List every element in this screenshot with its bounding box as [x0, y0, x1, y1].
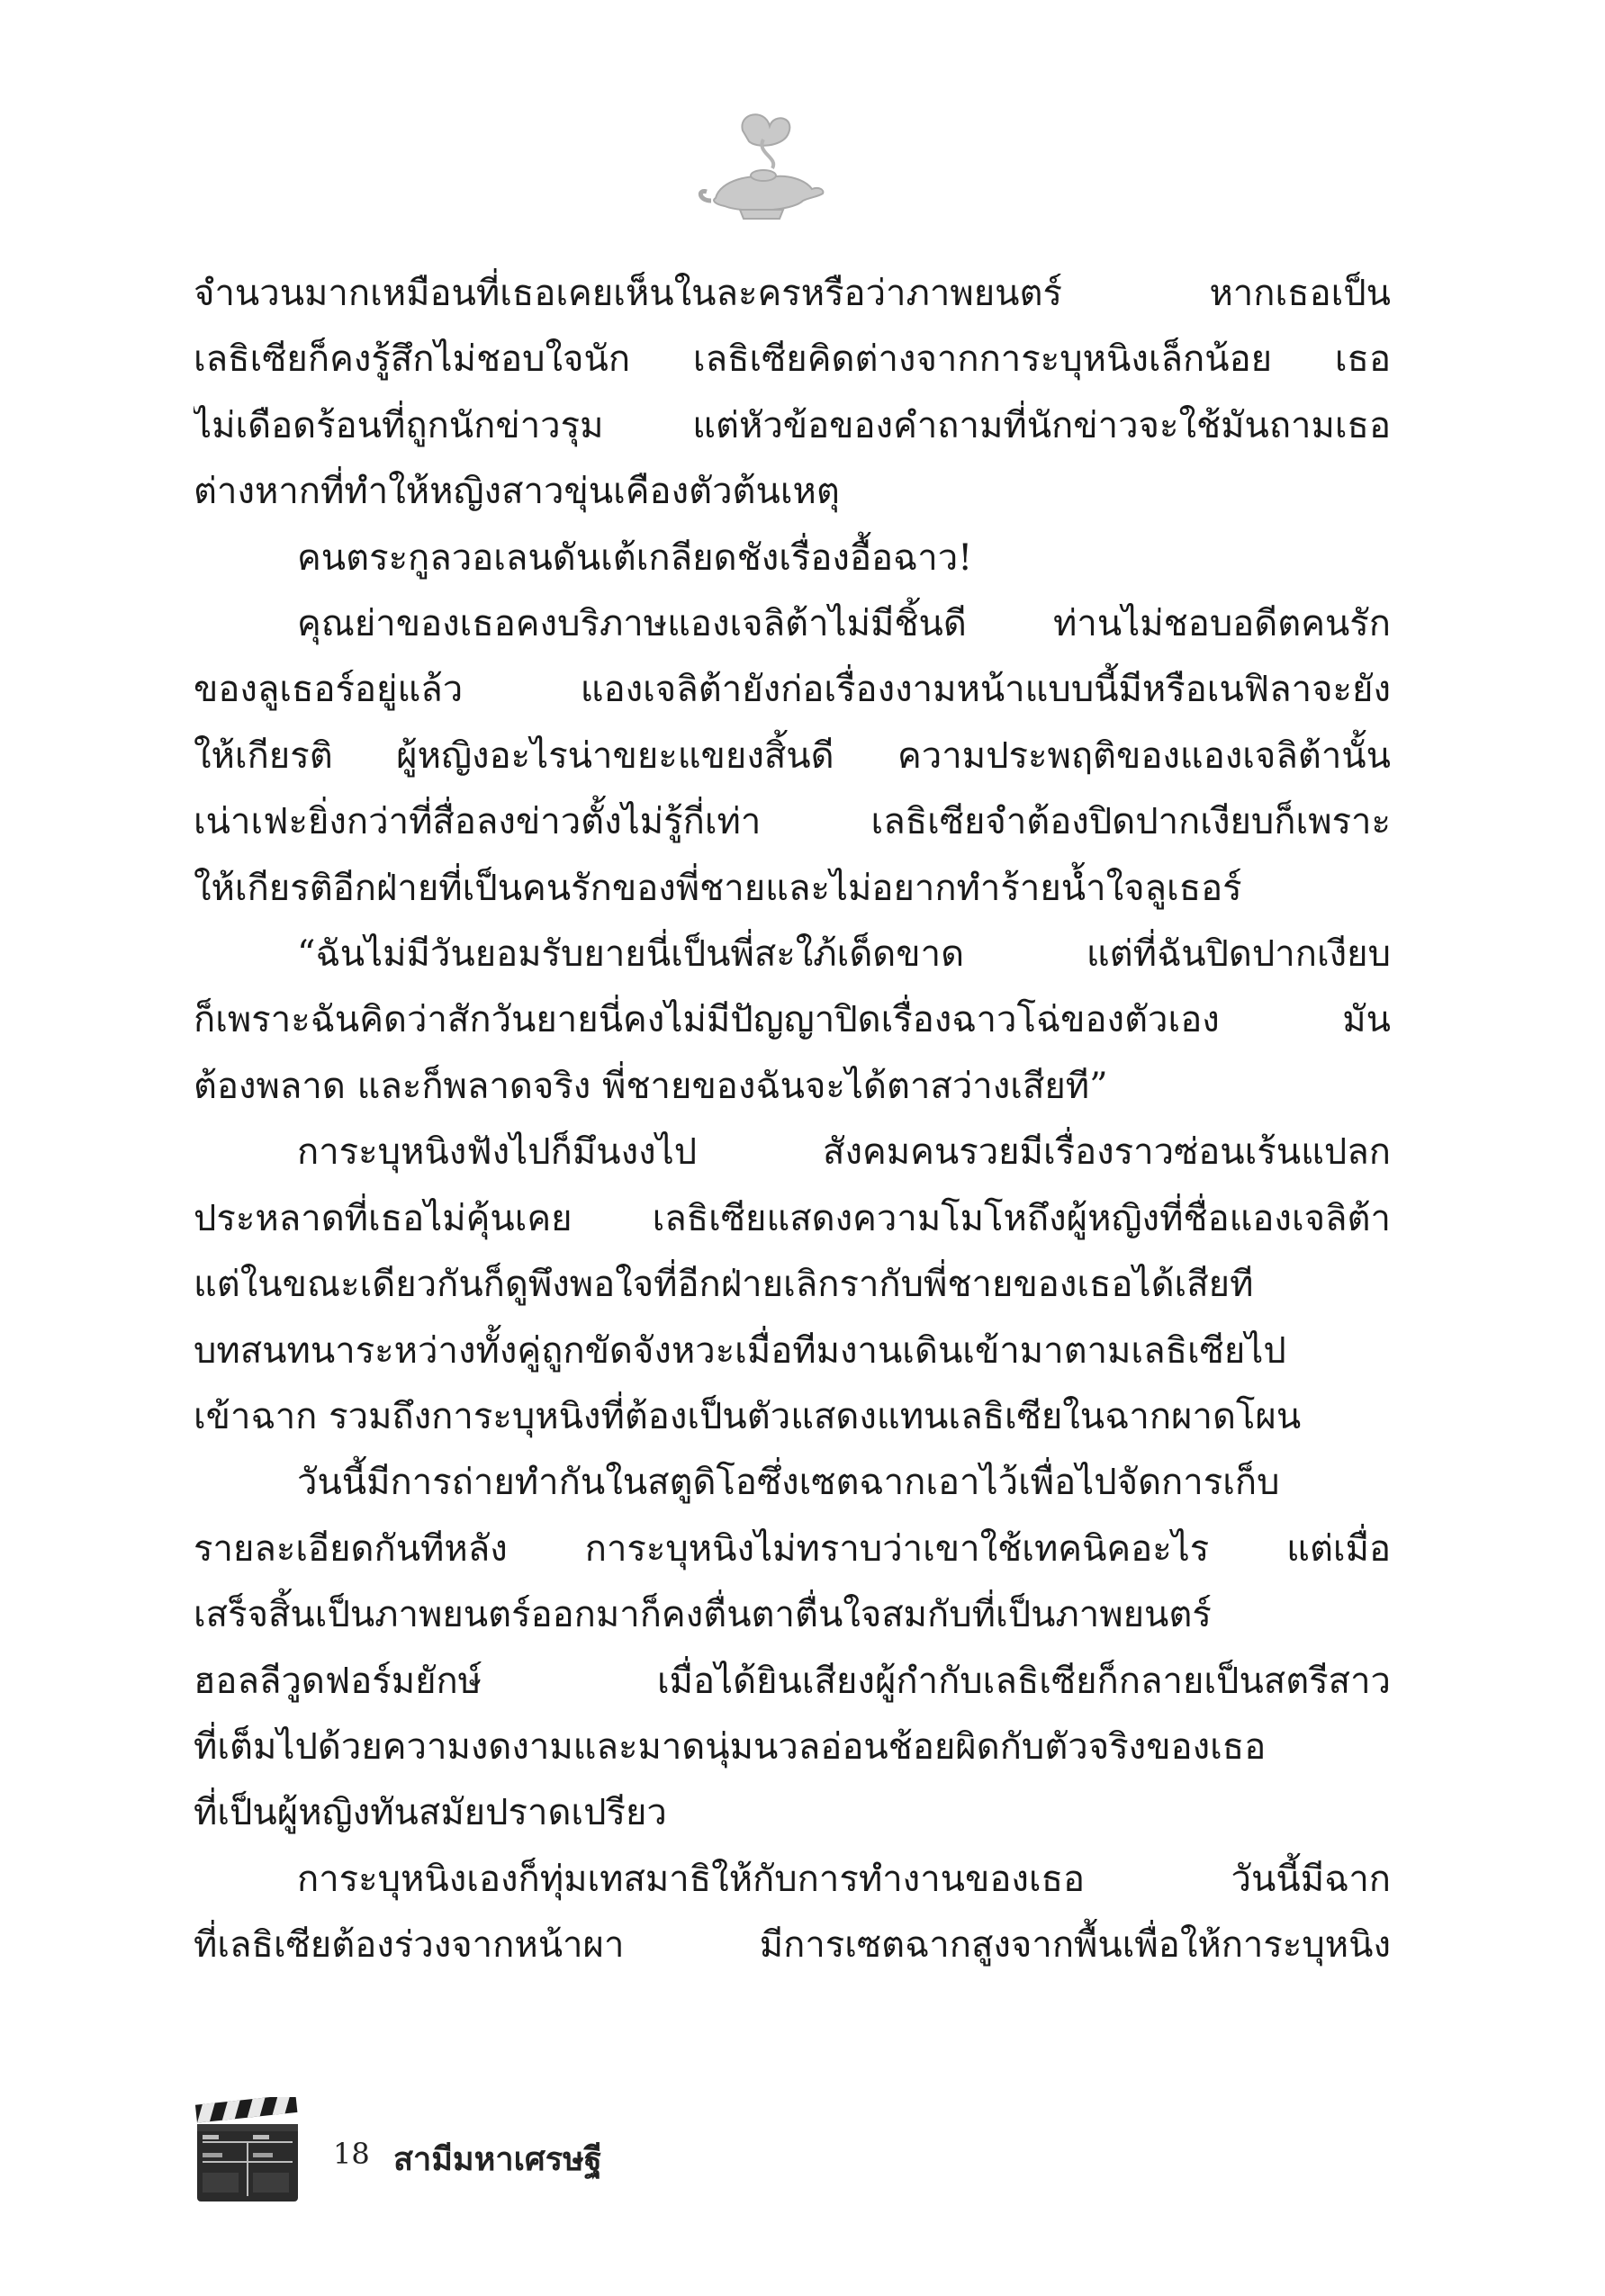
text-line: ที่เลธิเซียต้องร่วงจากหน้าผา มีการเซตฉากสูงจากพื้นเพื่อให้การะบุหนิง: [194, 1924, 1391, 1967]
text-line: บทสนทนาระหว่างทั้งคู่ถูกขัดจังหวะเมื่อทีมงานเดินเข้ามาตามเลธิเซียไป: [194, 1329, 1286, 1372]
text-line: ฮอลลีวูดฟอร์มยักษ์ เมื่อได้ยินเสียงผู้กำกับเลธิเซียก็กลายเป็นสตรีสาว: [194, 1660, 1391, 1702]
text-line: ให้เกียรติอีกฝ่ายที่เป็นคนรักของพี่ชายและไม่อยากทำร้ายน้ำใจลูเธอร์: [194, 867, 1242, 909]
text-line: ประหลาดที่เธอไม่คุ้นเคย เลธิเซียแสดงความโมโหถึงผู้หญิงที่ชื่อแองเจลิต้า: [194, 1197, 1391, 1239]
magic-lamp-icon: [693, 104, 828, 239]
text-line: “ฉันไม่มีวันยอมรับยายนี่เป็นพี่สะใภ้เด็ดขาด แต่ที่ฉันปิดปากเงียบ: [297, 933, 1391, 976]
page-number: 18: [333, 2137, 370, 2171]
text-line: ให้เกียรติ ผู้หญิงอะไรน่าขยะแขยงสิ้นดี ความประพฤติของแองเจลิต้านั้น: [194, 734, 1391, 777]
text-line: ก็เพราะฉันคิดว่าสักวันยายนี่คงไม่มีปัญญาปิดเรื่องฉาวโฉ่ของตัวเอง มัน: [194, 999, 1391, 1041]
film-clapperboard-icon: [194, 2097, 302, 2205]
text-line: ที่เป็นผู้หญิงทันสมัยปราดเปรียว: [194, 1792, 667, 1834]
text-line: เสร็จสิ้นเป็นภาพยนตร์ออกมาก็คงตื่นตาตื่นใจสมกับที่เป็นภาพยนตร์: [194, 1594, 1212, 1636]
text-line: จำนวนมากเหมือนที่เธอเคยเห็นในละครหรือว่าภาพยนตร์ หากเธอเป็น: [194, 273, 1391, 314]
body-text: [194, 261, 1391, 1979]
text-line: รายละเอียดกันทีหลัง การะบุหนิงไม่ทราบว่าเขาใช้เทคนิคอะไร แต่เมื่อ: [194, 1527, 1391, 1570]
book-title: สามีมหาเศรษฐี: [393, 2141, 602, 2178]
text-line: เลธิเซียก็คงรู้สึกไม่ชอบใจนัก เลธิเซียคิดต่างจากการะบุหนิงเล็กน้อย เธอ: [194, 338, 1391, 381]
text-line: การะบุหนิงฟังไปก็มึนงงไป สังคมคนรวยมีเรื่องราวซ่อนเร้นแปลก: [297, 1131, 1391, 1174]
text-line: คุณย่าของเธอคงบริภาษแองเจลิต้าไม่มีชิ้นดี ท่านไม่ชอบอดีตคนรัก: [297, 603, 1391, 645]
text-line: ต่างหากที่ทำให้หญิงสาวขุ่นเคืองตัวต้นเหตุ: [194, 471, 840, 513]
text-line: วันนี้มีการถ่ายทำกันในสตูดิโอซึ่งเซตฉากเอาไว้เพื่อไปจัดการเก็บ: [297, 1462, 1280, 1504]
text-line: เน่าเฟะยิ่งกว่าที่สื่อลงข่าวตั้งไม่รู้กี่เท่า เลธิเซียจำต้องปิดปากเงียบก็เพราะ: [194, 801, 1391, 843]
text-line: ต้องพลาด และก็พลาดจริง พี่ชายของฉันจะได้ตาสว่างเสียที”: [194, 1065, 1108, 1107]
text-line: ไม่เดือดร้อนที่ถูกนักข่าวรุม แต่หัวข้อของคำถามที่นักข่าวจะใช้มันถามเธอ: [194, 404, 1391, 446]
text-line: คนตระกูลวอเลนดันเต้เกลียดชังเรื่องอื้อฉาว!: [297, 536, 973, 579]
text-line: การะบุหนิงเองก็ทุ่มเทสมาธิให้กับการทำงานของเธอ วันนี้มีฉาก: [297, 1858, 1391, 1900]
text-line: เข้าฉาก รวมถึงการะบุหนิงที่ต้องเป็นตัวแสดงแทนเลธิเซียในฉากผาดโผน: [194, 1395, 1302, 1437]
text-line: ที่เต็มไปด้วยความงดงามและมาดนุ่มนวลอ่อนช้อยผิดกับตัวจริงของเธอ: [194, 1725, 1267, 1768]
text-line: ของลูเธอร์อยู่แล้ว แองเจลิต้ายังก่อเรื่องงามหน้าแบบนี้มีหรือเนฟิลาจะยัง: [194, 669, 1391, 711]
text-line: แต่ในขณะเดียวกันก็ดูพึงพอใจที่อีกฝ่ายเลิกรากับพี่ชายของเธอได้เสียที: [194, 1264, 1254, 1306]
page-footer: [194, 2097, 1004, 2205]
